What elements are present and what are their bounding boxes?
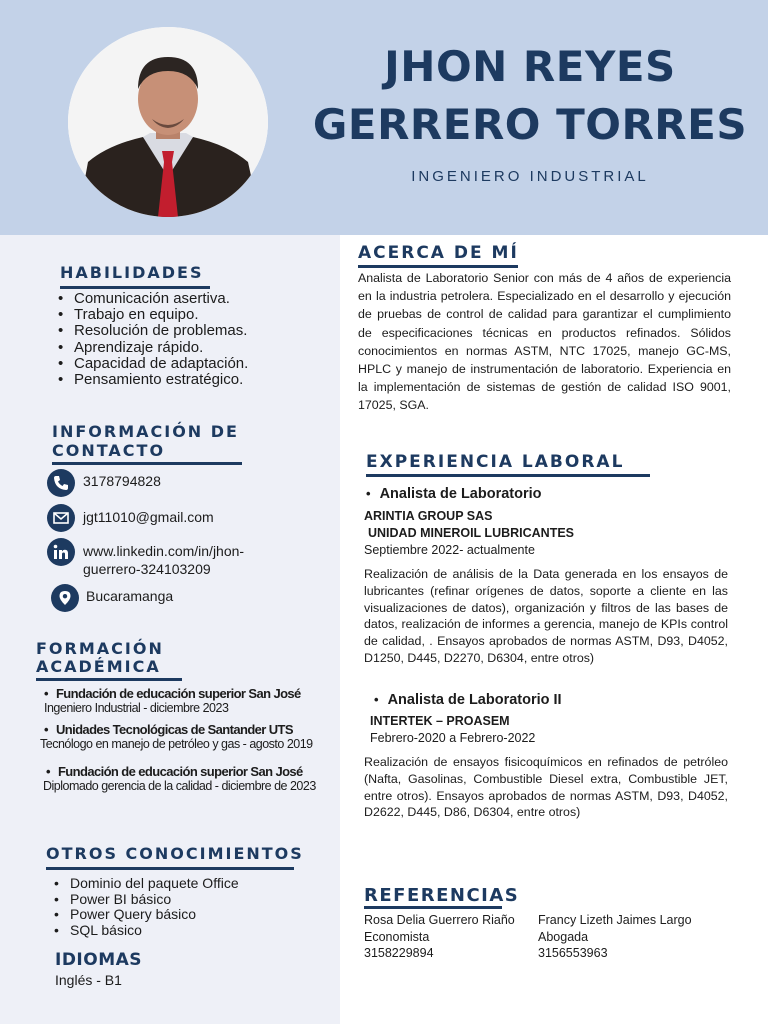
contact-underline (52, 462, 242, 465)
education-degree: Tecnólogo en manejo de petróleo y gas - agosto 2019 (40, 737, 313, 751)
education-degree: Diplomado gerencia de la calidad - diciembre de 2023 (43, 779, 316, 793)
experience-title: EXPERIENCIA LABORAL (366, 452, 625, 472)
languages-title: IDIOMAS (55, 950, 143, 970)
job-1-company: ARINTIA GROUP SAS (364, 509, 493, 523)
linkedin-icon (47, 538, 75, 566)
list-item: • Capacidad de adaptación. (56, 356, 248, 372)
list-item: • Comunicación asertiva. (56, 291, 248, 307)
education-item (36, 722, 336, 751)
location-icon (51, 584, 79, 612)
job-2-description: Realización de ensayos fisicoquímicos en refinados de petróleo (Nafta, Gasolinas, Combustible Diesel extra, Combustible JET, entre otros). Ensayos aprobados de normas ASTM, D93, D4052, D2622, D445, D86, D6304, entre otros) (364, 755, 728, 820)
email-icon (47, 504, 75, 532)
job-2-title: • Analista de Laboratorio II (374, 692, 562, 708)
other-knowledge-underline (46, 867, 294, 870)
city: Bucaramanga (86, 588, 174, 604)
references-underline (364, 906, 502, 909)
job-2-company: INTERTEK – PROASEM (370, 714, 510, 728)
email-address[interactable]: jgt11010@gmail.com (83, 509, 214, 525)
reference-role: Abogada (538, 929, 589, 944)
reference-phone: 3158229894 (364, 946, 434, 961)
skills-underline (60, 286, 210, 289)
reference-name: Rosa Delia Guerrero Riaño (364, 913, 515, 927)
education-item (36, 686, 336, 715)
education-institution: • Unidades Tecnológicas de Santander UTS (36, 722, 336, 737)
linkedin-path-cont: guerrero-324103209 (83, 561, 211, 577)
education-degree: Ingeniero Industrial - diciembre 2023 (44, 701, 229, 715)
reference-name: Francy Lizeth Jaimes Largo (538, 913, 692, 927)
contact-title-line-1: INFORMACIÓN DE (52, 422, 239, 441)
phone-number: 3178794828 (83, 473, 161, 489)
list-item: • Power Query básico (52, 907, 239, 923)
education-institution: • Fundación de educación superior San José (36, 686, 336, 701)
education-item (38, 764, 338, 793)
linkedin-path: /in/jhon- (194, 543, 245, 559)
education-title-line-2: ACADÉMICA (36, 657, 161, 676)
about-underline (358, 265, 518, 268)
education-institution: • Fundación de educación superior San José (38, 764, 338, 779)
list-item: • Dominio del paquete Office (52, 876, 239, 892)
job-1-company-unit: UNIDAD MINEROIL LUBRICANTES (368, 526, 575, 540)
name-line-2: GERRERO TORRES (312, 100, 748, 149)
linkedin-link[interactable]: www.linkedin.com (83, 543, 195, 559)
job-1-title: • Analista de Laboratorio (366, 486, 542, 502)
job-2-dates: Febrero-2020 a Febrero-2022 (370, 731, 536, 745)
job-1-dates: Septiembre 2022- actualmente (364, 543, 535, 557)
list-item: • Pensamiento estratégico. (56, 372, 248, 388)
name-line-1: JHON REYES (384, 42, 676, 91)
other-knowledge-list (52, 876, 239, 938)
skills-title: HABILIDADES (60, 263, 204, 282)
list-item: • Power BI básico (52, 892, 239, 908)
education-title-line-1: FORMACIÓN (36, 639, 164, 658)
reference-role: Economista (364, 929, 430, 944)
about-title: ACERCA DE MÍ (358, 243, 519, 263)
list-item: • Aprendizaje rápido. (56, 340, 248, 356)
languages-value: Inglés - B1 (55, 972, 122, 988)
list-item: • SQL básico (52, 923, 239, 939)
job-1-description: Realización de análisis de la Data generada en los ensayos de lubricantes (refinar orígenes de datos, soporte a cliente en las visualizaciones de datos), organización y filtros de las bases de datos, realización de informes a gerencia, manejo de KPIs control de calidad, . Ensayos aprobados de normas ASTM, D93, D4052, D1250, D445, D2270, D6304, entre otros) (364, 567, 728, 665)
other-knowledge-title: OTROS CONOCIMIENTOS (46, 844, 304, 863)
experience-underline (366, 474, 650, 477)
phone-icon (47, 469, 75, 497)
references-title: REFERENCIAS (364, 885, 520, 906)
job-title: INGENIERO INDUSTRIAL (411, 168, 649, 185)
linkedin-url[interactable] (83, 542, 244, 578)
reference-1 (364, 912, 515, 962)
reference-phone: 3156553963 (538, 946, 608, 961)
reference-2 (538, 912, 692, 962)
education-underline (36, 678, 182, 681)
contact-title-line-2: CONTACTO (52, 441, 166, 460)
about-text: Analista de Laboratorio Senior con más de 4 años de experiencia en la industria petrolera. Especializado en el desarrollo y ejecución de pruebas de control de calidad para garantizar el cumplimiento de especificaciones técnicas en productos refinados. Sólidos conocimientos en normas ASTM, NTC 17025, manejo GC-MS, HPLC y manejo de instrumentación de laboratorio. Experiencia en la implementación de sistemas de gestión de calidad ISO 9001, 17025, SGA. (358, 271, 731, 413)
list-item: • Resolución de problemas. (56, 323, 248, 339)
profile-photo (68, 27, 268, 217)
skills-list (56, 291, 248, 388)
list-item: • Trabajo en equipo. (56, 307, 248, 323)
